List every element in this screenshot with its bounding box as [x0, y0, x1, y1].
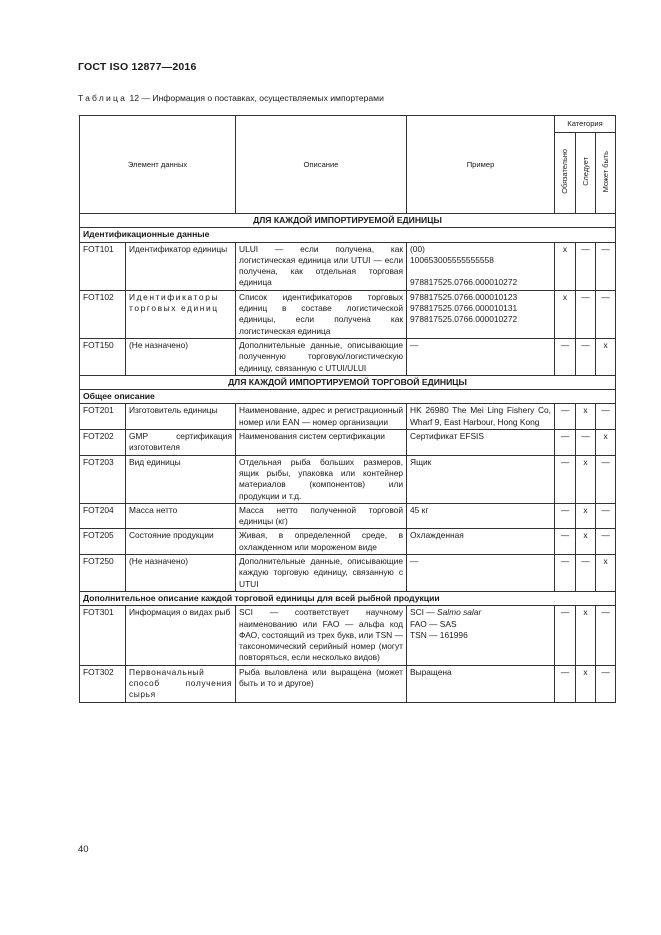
row-code: FOT302 [80, 665, 126, 702]
mark-mandatory: — [555, 430, 576, 456]
row-code: FOT102 [80, 290, 126, 338]
row-description: Дополнительные данные, описывающие каждую торговую единицу, связанную с UTUI [236, 555, 407, 592]
col-header-may [596, 133, 616, 214]
row-element: GMP сертификация изготовителя [126, 430, 236, 456]
row-description: Дополнительные данные, описывающие полученную торговую/логистическую единицу, связанную с UTUI/ULUI [236, 338, 407, 375]
col-header-should-label: Следует [580, 156, 590, 186]
mark-mandatory: — [555, 606, 576, 665]
example-prefix: SCI — [410, 607, 438, 618]
table-row [80, 606, 616, 665]
row-description: Наименование, адрес и регистрационный номер или EAN — номер организации [236, 404, 407, 430]
row-code: FOT205 [80, 529, 126, 555]
table-row [80, 242, 616, 290]
mark-mandatory: — [555, 665, 576, 702]
col-header-element: Элемент данных [80, 116, 236, 214]
mark-may: — [596, 503, 616, 529]
row-example [407, 606, 555, 665]
row-description: Рыба выловлена или выращена (может быть и то и другое) [236, 665, 407, 702]
mark-may: — [596, 404, 616, 430]
subsection-heading: Дополнительное описание каждой торговой единицы для всей рыбной продукции [80, 591, 616, 605]
mark-may: — [596, 455, 616, 503]
mark-should: x [576, 404, 596, 430]
mark-may: — [596, 665, 616, 702]
mark-may: x [596, 338, 616, 375]
row-description: ULUI — если получена, как логистическая единица или UTUI — если получена, как отдельная торговая единица [236, 242, 407, 290]
mark-should: — [576, 242, 596, 290]
example-line: 100653005555555558 [410, 254, 494, 265]
mark-mandatory: x [555, 242, 576, 290]
mark-should: x [576, 455, 596, 503]
mark-mandatory: — [555, 455, 576, 503]
mark-mandatory: — [555, 338, 576, 375]
table-row [80, 503, 616, 529]
row-code: FOT150 [80, 338, 126, 375]
col-header-mandatory-label: Обязательно [560, 149, 570, 194]
row-element: Состояние продукции [126, 529, 236, 555]
row-description: Масса нетто полученной торговой единицы (кг) [236, 503, 407, 529]
row-code: FOT203 [80, 455, 126, 503]
page-number: 40 [78, 844, 89, 855]
table-row [80, 455, 616, 503]
table-row [80, 555, 616, 592]
row-example: Выращена [407, 665, 555, 702]
row-code: FOT101 [80, 242, 126, 290]
row-description: Отдельная рыба больших размеров, ящик рыбы, упаковка или контейнер материалов (компонентов) или продукции и т.д. [236, 455, 407, 503]
row-element: Идентификаторы торговых единиц [126, 290, 236, 338]
row-description: Наименования систем сертификации [236, 430, 407, 456]
example-line: TSN — 161996 [410, 629, 468, 640]
row-example: HK 26980 The Mei Ling Fishery Co, Wharf 9, East Harbour, Hong Kong [407, 404, 555, 430]
row-code: FOT301 [80, 606, 126, 665]
table-caption-text: 12 — Информация о поставках, осуществляемых импортерами [127, 93, 384, 103]
row-element: Первоначальный способ получения сырья [126, 665, 236, 702]
mark-should: x [576, 529, 596, 555]
col-header-should [576, 133, 596, 214]
table-caption [78, 93, 384, 103]
row-code: FOT202 [80, 430, 126, 456]
mark-mandatory: — [555, 555, 576, 592]
example-spacer [410, 266, 551, 277]
table-row [80, 338, 616, 375]
mark-should: x [576, 665, 596, 702]
example-line [410, 607, 551, 618]
mark-may: x [596, 430, 616, 456]
table-row [80, 404, 616, 430]
example-line: 978817525.0766.000010123 [410, 291, 518, 302]
mark-should: — [576, 430, 596, 456]
table-row [80, 290, 616, 338]
mark-mandatory: — [555, 404, 576, 430]
mark-should: — [576, 338, 596, 375]
row-description: Список идентификаторов торговых единиц в составе логистической единицы, если получена как логистическая единица [236, 290, 407, 338]
mark-may: x [596, 555, 616, 592]
mark-may: — [596, 290, 616, 338]
mark-may: — [596, 242, 616, 290]
row-example [407, 290, 555, 338]
row-example [407, 242, 555, 290]
row-description: SCI — соответствует научному наименованию или FAO — альфа код ФАО, состоящий из трех букв, или TSN — таксономический серийный номер (могут повторяться, если несколько видов) [236, 606, 407, 665]
table-row [80, 529, 616, 555]
example-line: (00) [410, 243, 425, 254]
mark-should: — [576, 555, 596, 592]
col-header-example: Пример [407, 116, 555, 214]
table-row [80, 430, 616, 456]
subsection-heading: Идентификационные данные [80, 228, 616, 242]
row-example: — [407, 338, 555, 375]
row-example: 45 кг [407, 503, 555, 529]
mark-mandatory: x [555, 290, 576, 338]
row-description: Живая, в определенной среде, в охлажденном или мороженом виде [236, 529, 407, 555]
mark-may: — [596, 529, 616, 555]
row-element: Информация о видах рыб [126, 606, 236, 665]
mark-should: x [576, 503, 596, 529]
mark-mandatory: — [555, 503, 576, 529]
row-element: (Не назначено) [126, 555, 236, 592]
standard-title: ГОСТ ISO 12877—2016 [78, 61, 197, 73]
mark-may: — [596, 606, 616, 665]
mark-should: — [576, 290, 596, 338]
subsection-heading: Общее описание [80, 390, 616, 404]
example-line: 978817525.0766.000010272 [410, 277, 518, 288]
row-example: Охлажденная [407, 529, 555, 555]
row-code: FOT250 [80, 555, 126, 592]
row-example: — [407, 555, 555, 592]
row-element: (Не назначено) [126, 338, 236, 375]
row-example: Сертификат EFSIS [407, 430, 555, 456]
col-header-category: Категория [555, 116, 616, 133]
row-example: Ящик [407, 455, 555, 503]
example-line: 978817525.0766.000010272 [410, 314, 518, 325]
row-element: Масса нетто [126, 503, 236, 529]
row-code: FOT204 [80, 503, 126, 529]
species-name: Salmo salar [437, 607, 482, 618]
col-header-may-label: Может быть [600, 150, 610, 192]
section-heading: ДЛЯ КАЖДОЙ ИМПОРТИРУЕМОЙ ТОРГОВОЙ ЕДИНИЦЫ [80, 375, 616, 389]
section-heading: ДЛЯ КАЖДОЙ ИМПОРТИРУЕМОЙ ЕДИНИЦЫ [80, 214, 616, 228]
row-element: Вид единицы [126, 455, 236, 503]
mark-should: x [576, 606, 596, 665]
col-header-description: Описание [236, 116, 407, 214]
col-header-mandatory [555, 133, 576, 214]
row-code: FOT201 [80, 404, 126, 430]
table-row [80, 665, 616, 702]
row-element: Изготовитель единицы [126, 404, 236, 430]
mark-mandatory: — [555, 529, 576, 555]
example-line: 978817525.0766.000010131 [410, 303, 518, 314]
row-element: Идентификатор единицы [126, 242, 236, 290]
table-caption-prefix: Таблица [78, 93, 128, 103]
example-line: FAO — SAS [410, 618, 457, 629]
imports-table [79, 115, 616, 703]
